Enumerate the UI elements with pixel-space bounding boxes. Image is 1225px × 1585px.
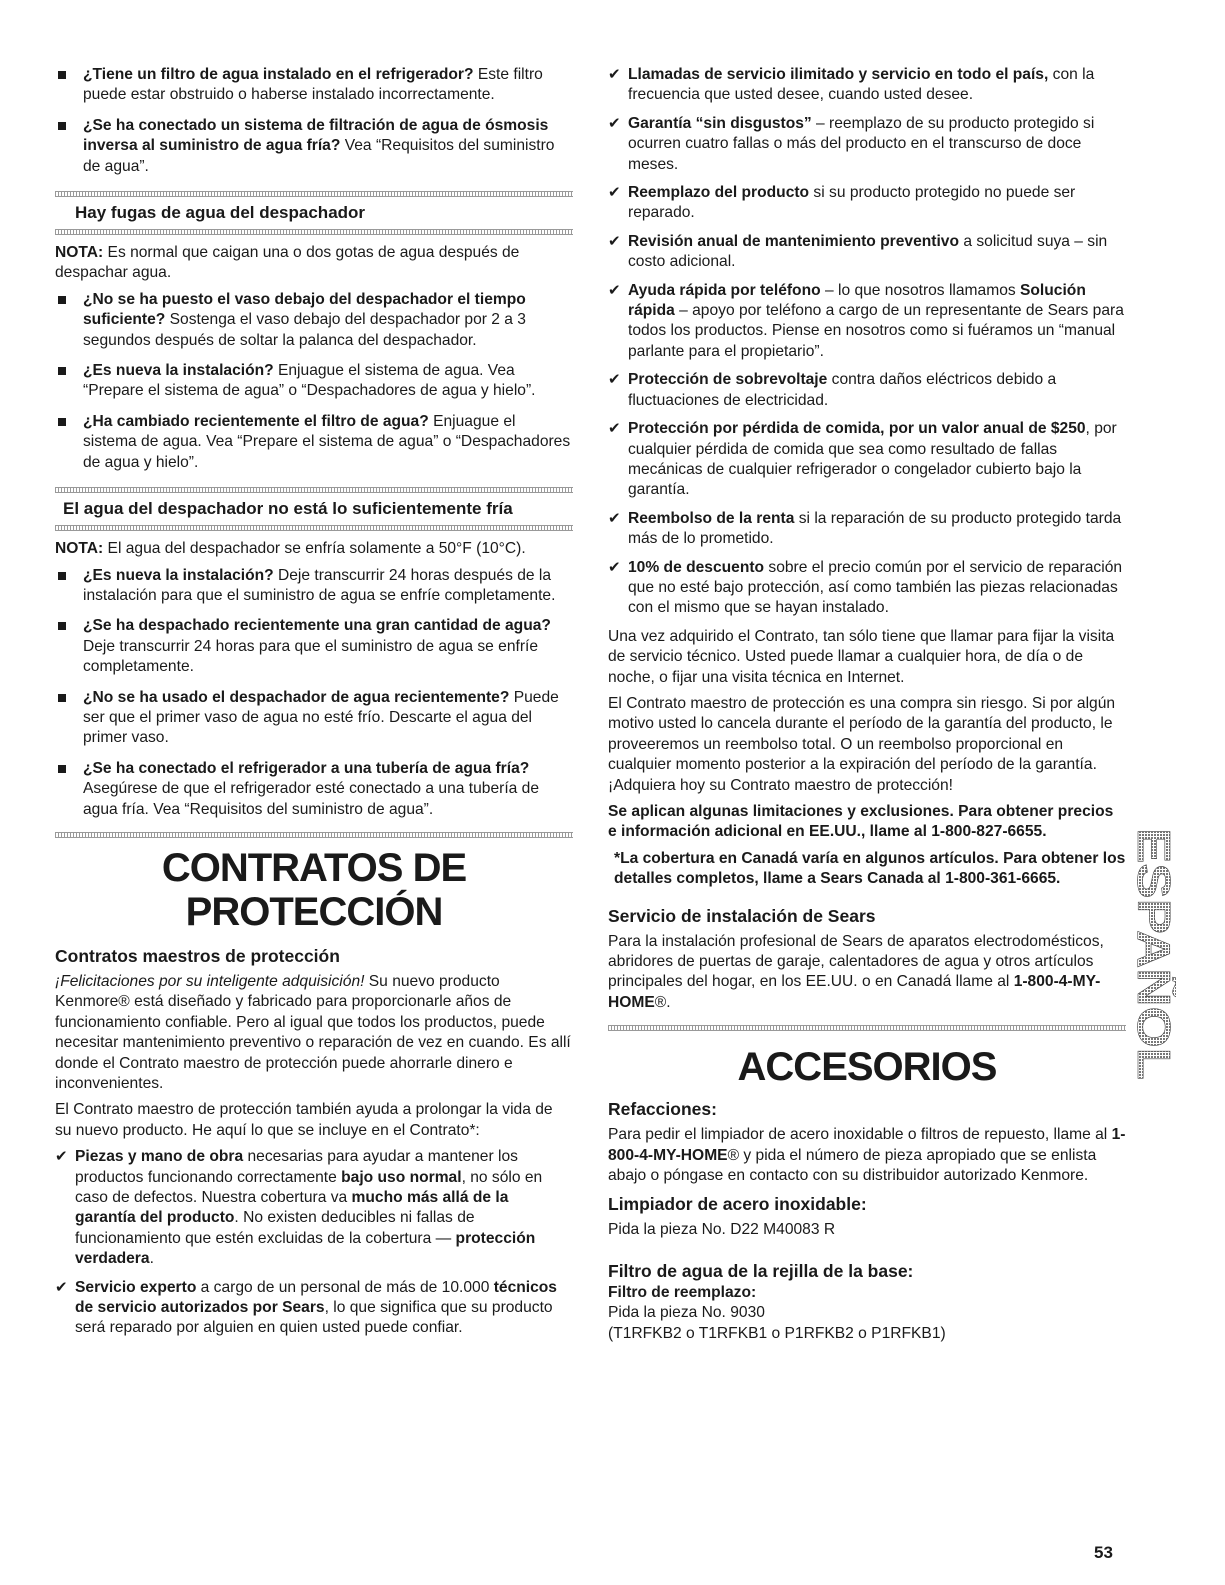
check-item: ✔ Protección de sobrevoltaje contra daños eléctricos debido a fluctuaciones de electricidad. [608, 370, 1126, 411]
check-item: ✔ Servicio experto a cargo de un personal de más de 10.000 técnicos de servicio autorizados por Sears, lo que significa que su producto será reparado por alguien en quien usted puede confiar. [55, 1278, 573, 1339]
accesorios-title: ACCESORIOS [737, 1045, 997, 1090]
contratos-title-line1: CONTRATOS DE [161, 845, 467, 890]
paragraph: Para la instalación profesional de Sears de aparatos electrodomésticos, abridores de puertas de garaje, calentadores de agua y otros artículos principales del hogar, en los EE.UU. o en Canadá llame al 1-800-4-MY-HOME®. [608, 932, 1104, 1011]
filtro-subtitle: Filtro de reemplazo: [608, 1283, 757, 1301]
check-item: ✔ Reembolso de la renta si la reparación de su producto protegido tarda más de lo prometido. [608, 509, 1126, 550]
section-heading: El agua del despachador no está lo suficientemente fría [63, 499, 513, 519]
paragraph: Para pedir el limpiador de acero inoxidable o filtros de repuesto, llame al 1-800-4-MY-HOME® y pida el número de pieza apropiado que se enlista abajo o póngase en contacto con su distribuidor autorizado Kenmore. [608, 1126, 1126, 1185]
language-side-tab [1126, 828, 1176, 1086]
list-item: ¿Tiene un filtro de agua instalado en el refrigerador? Este filtro puede estar obstruido o haberse instalado incorrectamente. [55, 65, 573, 106]
check-item: ✔ Ayuda rápida por teléfono – lo que nosotros llamamos Solución rápida – apoyo por teléfono a cargo de un representante de Sears para todos los productos. Piense en nosotros como si fuéramos un “manual parlante para el propietario”. [608, 281, 1126, 363]
paragraph: Pida la pieza No. D22 M40083 R [608, 1221, 836, 1239]
divider [55, 229, 573, 235]
paragraph: *La cobertura en Canadá varía en algunos artículos. Para obtener los detalles completos, llame a Sears Canada al 1-800-361-6665. [614, 849, 1126, 888]
check-item: ✔ 10% de descuento sobre el precio común por el servicio de reparación que no esté bajo protección, así como también las piezas relacionadas con el mismo que se hayan instalado. [608, 558, 1126, 619]
contratos-subtitle: Contratos maestros de protección [55, 945, 340, 966]
list-item: ¿Ha cambiado recientemente el filtro de agua? Enjuague el sistema de agua. Vea “Prepare el sistema de agua” o “Despachadores de agua y hielo”. [55, 412, 573, 473]
contratos-title-line2: PROTECCIÓN [185, 889, 443, 934]
list-item: ¿Es nueva la instalación? Deje transcurrir 24 horas después de la instalación para que el suministro de agua se enfríe completamente. [55, 566, 573, 607]
side-tab-label: ESPAÑOL [1128, 828, 1176, 1047]
paragraph: ¡Felicitaciones por su inteligente adquisición! Su nuevo producto Kenmore® está diseñado y fabricado para proporcionarle años de funcionamiento confiable. Pero al igual que todos los productos, puede necesitar mantenimiento preventivo o reparación de vez en cuando. Es allí donde el Contrato maestro de protección puede ahorrarle dinero e inconvenientes. [55, 972, 571, 1092]
paragraph: El Contrato maestro de protección también ayuda a prolongar la vida de su nuevo producto. He aquí lo que se incluye en el Contrato*: [55, 1101, 553, 1139]
list-item: ¿Se ha conectado un sistema de filtración de agua de ósmosis inversa al suministro de agua fría? Vea “Requisitos del suministro de agua”. [55, 116, 573, 177]
instalacion-title: Servicio de instalación de Sears [608, 905, 876, 926]
note: NOTA: El agua del despachador se enfría solamente a 50°F (10°C). [55, 540, 526, 558]
list-item: ¿Es nueva la instalación? Enjuague el sistema de agua. Vea “Prepare el sistema de agua” o “Despachadores de agua y hielo”. [55, 361, 573, 402]
check-item: ✔ Garantía “sin disgustos” – reemplazo de su producto protegido si ocurren cuatro fallas o más del producto en el transcurso de doce meses. [608, 114, 1126, 175]
list-item: ¿Se ha despachado recientemente una gran cantidad de agua? Deje transcurrir 24 horas para que el suministro de agua se enfríe completamente. [55, 616, 573, 677]
filtro-title: Filtro de agua de la rejilla de la base: [608, 1260, 914, 1281]
check-item: ✔ Llamadas de servicio ilimitado y servicio en todo el país, con la frecuencia que usted desee, cuando usted desee. [608, 65, 1126, 106]
check-item: ✔ Reemplazo del producto si su producto protegido no puede ser reparado. [608, 183, 1126, 224]
check-item: ✔ Protección por pérdida de comida, por un valor anual de $250, por cualquier pérdida de comida que sea como resultado de fallas mecánicas de cualquier refrigerador o congelador cubierto bajo la garantía. [608, 419, 1126, 501]
paragraph: Una vez adquirido el Contrato, tan sólo tiene que llamar para fijar la visita de servicio técnico. Usted puede llamar a cualquier hora, de día o de noche, o fijar una visita técnica en Internet. [608, 627, 1115, 686]
refacciones-title: Refacciones: [608, 1099, 717, 1120]
note: NOTA: Es normal que caigan una o dos gotas de agua después de despachar agua. [55, 244, 520, 282]
left-column [55, 0, 573, 1347]
list-item: ¿Se ha conectado el refrigerador a una tubería de agua fría? Asegúrese de que el refrigerador esté conectado a una tubería de agua fría. Vea “Requisitos del suministro de agua”. [55, 759, 573, 820]
check-item: ✔ Revisión anual de mantenimiento preventivo a solicitud suya – sin costo adicional. [608, 232, 1126, 273]
divider [55, 525, 573, 531]
paragraph: (T1RFKB2 o T1RFKB1 o P1RFKB2 o P1RFKB1) [608, 1324, 946, 1342]
list-item: ¿No se ha puesto el vaso debajo del despachador el tiempo suficiente? Sostenga el vaso debajo del despachador por 2 a 3 segundos después de soltar la palanca del despachador. [55, 290, 573, 351]
check-item: ✔ Piezas y mano de obra necesarias para ayudar a mantener los productos funcionando correctamente bajo uso normal, no sólo en caso de defectos. Nuestra cobertura va mucho más allá de la garantía del producto. No existen deducibles ni fallas de funcionamiento que estén excluidas de la cobertura — protección verdadera. [55, 1147, 573, 1269]
limpiador-title: Limpiador de acero inoxidable: [608, 1194, 867, 1215]
paragraph: Se aplican algunas limitaciones y exclusiones. Para obtener precios e información adicional en EE.UU., llame al 1-800-827-6655. [608, 803, 1114, 841]
list-item: ¿No se ha usado el despachador de agua recientemente? Puede ser que el primer vaso de agua no esté frío. Descarte el agua del primer vaso. [55, 688, 573, 749]
paragraph: El Contrato maestro de protección es una compra sin riesgo. Si por algún motivo usted lo cancela durante el período de la garantía del producto, le proveeremos un reembolso total. O un reembolso proporcional en cualquier momento posterior a la expiración del período de la garantía. ¡Adquiera hoy su Contrato maestro de protección! [608, 694, 1116, 794]
right-column [608, 0, 1126, 1344]
section-heading: Hay fugas de agua del despachador [75, 203, 366, 223]
page-number: 53 [1094, 1543, 1113, 1562]
paragraph: Pida la pieza No. 9030 [608, 1304, 765, 1322]
